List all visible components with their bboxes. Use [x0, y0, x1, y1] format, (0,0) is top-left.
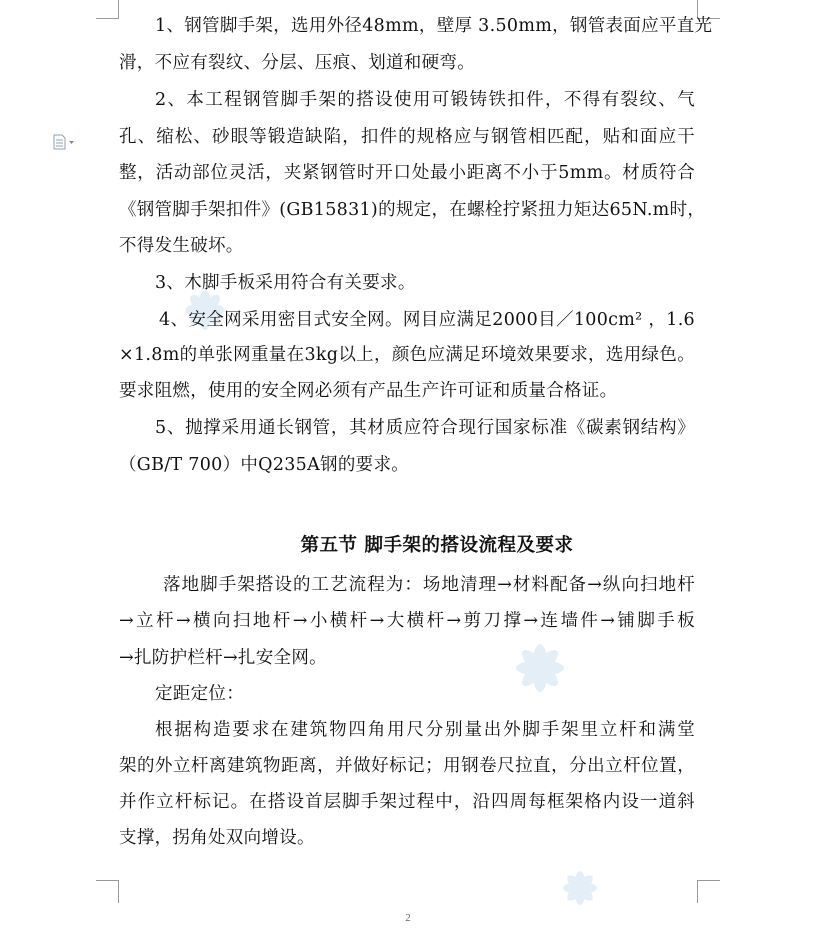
- section-heading: 第五节 脚手架的搭设流程及要求: [300, 535, 574, 556]
- page-number: 2: [405, 912, 411, 924]
- body-text-line: 支撑，拐角处双向增设。: [119, 828, 315, 848]
- body-text-line: 3、木脚手板采用符合有关要求。: [155, 273, 416, 293]
- body-text-line: 不得发生破坏。: [119, 236, 244, 256]
- body-text-line: 整，活动部位灵活，夹紧钢管时开口处最小距离不小于5mm。材质符合: [119, 163, 695, 183]
- body-text-line: →扎防护栏杆→扎安全网。: [119, 648, 327, 668]
- crop-mark-bottom-left: [96, 880, 119, 903]
- body-text-line: 5、抛撑采用通长钢管，其材质应符合现行国家标准《碳素钢结构》: [155, 418, 695, 438]
- body-text-line: 要求阻燃，使用的安全网必须有产品生产许可证和质量合格证。: [119, 381, 618, 401]
- body-text-line: 《钢管脚手架扣件》(GB15831)的规定，在螺栓拧紧扭力矩达65N.m时，: [119, 200, 706, 220]
- body-text-line: 根据构造要求在建筑物四角用尺分别量出外脚手架里立杆和满堂: [155, 720, 695, 740]
- body-text-line: 孔、缩松、砂眼等锻造缺陷，扣件的规格应与钢管相匹配，贴和面应干: [119, 127, 695, 147]
- crop-mark-bottom-right: [697, 880, 720, 903]
- body-text-line: 落地脚手架搭设的工艺流程为：场地清理→材料配备→纵向扫地杆: [163, 575, 695, 595]
- paragraph-options-icon[interactable]: [52, 134, 76, 150]
- crop-mark-top-left: [96, 0, 119, 19]
- body-text-line: （GB/T 700）中Q235A钢的要求。: [119, 455, 410, 475]
- body-text-line: 架的外立杆离建筑物距离，并做好标记；用钢卷尺拉直，分出立杆位置，: [119, 756, 695, 776]
- watermark-flower-icon: [552, 860, 608, 916]
- body-text-line: 2、本工程钢管脚手架的搭设使用可锻铸铁扣件，不得有裂纹、气: [155, 90, 695, 110]
- body-text-line: →立杆→横向扫地杆→小横杆→大横杆→剪刀撑→连墙件→铺脚手板: [119, 611, 695, 631]
- body-text-line: 定距定位：: [155, 684, 244, 704]
- body-text-line: 4、安全网采用密目式安全网。网目应满足2000目／100cm² ，1.6: [159, 310, 695, 330]
- body-text-line: 并作立杆标记。在搭设首层脚手架过程中，沿四周每框架格内设一道斜: [119, 792, 695, 812]
- body-text-line: ×1.8m的单张网重量在3kg以上，颜色应满足环境效果要求，选用绿色。: [119, 345, 695, 365]
- body-text-line: 滑，不应有裂纹、分层、压痕、划道和硬弯。: [119, 53, 475, 73]
- body-text-line: 1、钢管脚手架，选用外径48mm，壁厚 3.50mm，钢管表面应平直光: [155, 16, 713, 36]
